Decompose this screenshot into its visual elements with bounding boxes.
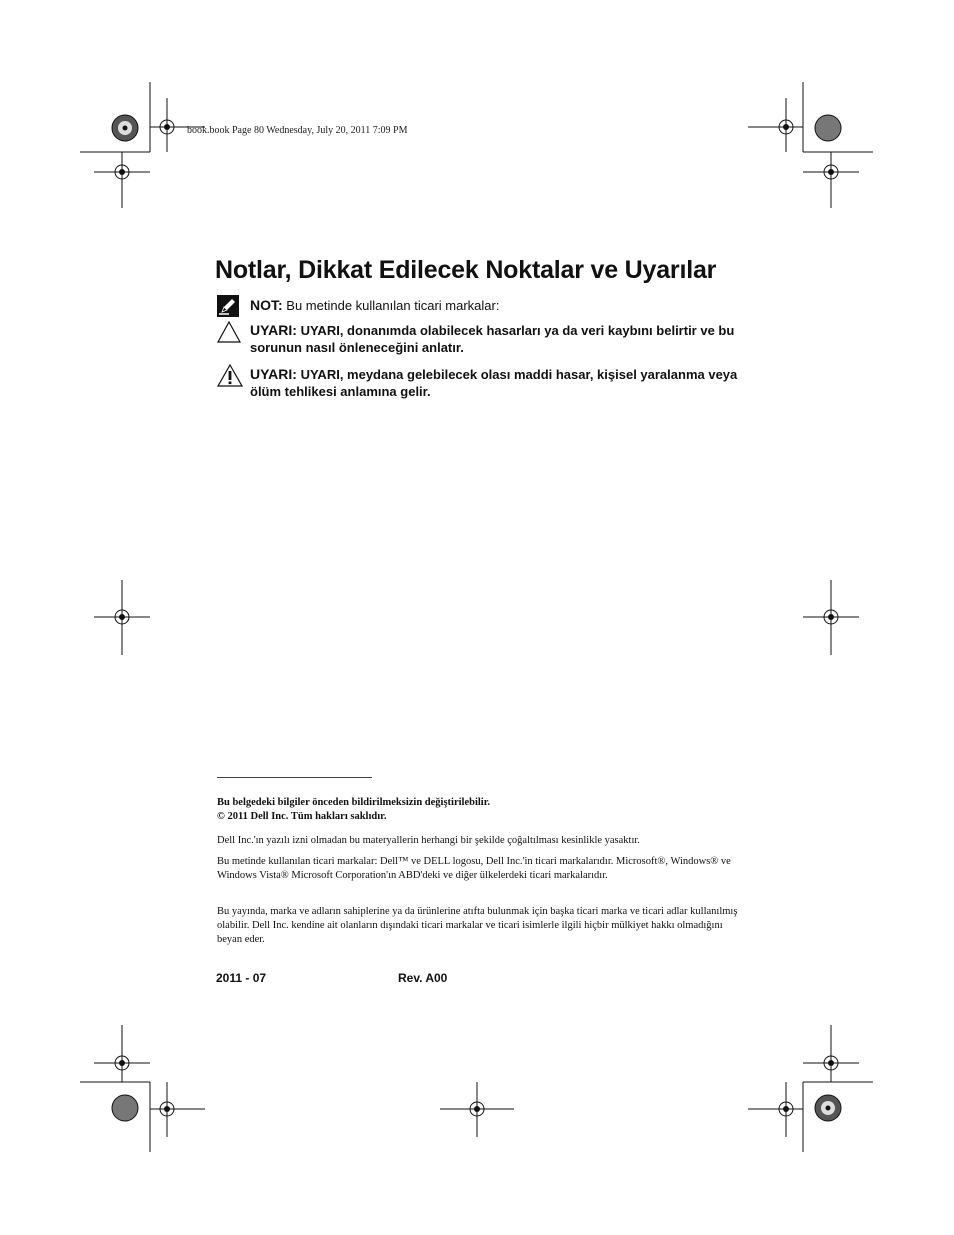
footer-date: 2011 - 07 <box>216 971 267 985</box>
caution-notice <box>250 322 750 356</box>
reproduction-paragraph: Dell Inc.'ın yazılı izni olmadan bu materyallerin herhangi bir şekilde çoğaltılması kesinlikle yasaktır. <box>217 835 640 846</box>
caution-label: UYARI: <box>250 322 297 338</box>
page-title: Notlar, Dikkat Edilecek Noktalar ve Uyarılar <box>215 256 717 284</box>
note-text: Bu metinde kullanılan ticari markalar: <box>286 298 500 313</box>
trademarks-paragraph: Bu metinde kullanılan ticari markalar: Dell™ ve DELL logosu, Dell Inc.'in ticari markalarıdır. Microsoft®, Windows® ve Windows Vista® Microsoft Corporation'ın ABD'deki ve diğer ülkelerdeki ticari markalarıdır. <box>217 856 731 881</box>
note-notice <box>250 297 750 314</box>
pencil-note-icon <box>216 294 240 323</box>
copyright-line: © 2011 Dell Inc. Tüm hakları saklıdır. <box>217 811 387 822</box>
divider <box>217 777 372 778</box>
change-notice: Bu belgedeki bilgiler önceden bildirilmeksizin değiştirilebilir. <box>217 797 491 808</box>
third-party-trademarks-paragraph: Bu yayında, marka ve adların sahiplerine ya da ürünlerine atıfta bulunmak için başka ticari marka ve ticari adlar kullanılmış olabilir. Dell Inc. kendine ait olanların dışındaki ticari markalar ve ticari isimlerle ilgili hiçbir mülkiyet hakkı olmadığını beyan eder. <box>217 906 738 945</box>
caution-triangle-icon <box>216 320 242 349</box>
legal-notice-heading <box>217 796 742 824</box>
warning-notice <box>250 366 750 400</box>
warning-label: UYARI: <box>250 366 297 382</box>
note-label: NOT: <box>250 297 283 313</box>
footer-revision: Rev. A00 <box>398 971 448 985</box>
warning-exclamation-icon <box>216 363 244 394</box>
caution-text: UYARI, donanımda olabilecek hasarları ya da veri kaybını belirtir ve bu sorunun nasıl önleneceğini anlatır. <box>250 323 735 355</box>
warning-text: UYARI, meydana gelebilecek olası maddi hasar, kişisel yaralanma veya ölüm tehlikesi anlamına gelir. <box>250 367 738 399</box>
print-header: book.book Page 80 Wednesday, July 20, 2011 7:09 PM <box>187 125 408 136</box>
